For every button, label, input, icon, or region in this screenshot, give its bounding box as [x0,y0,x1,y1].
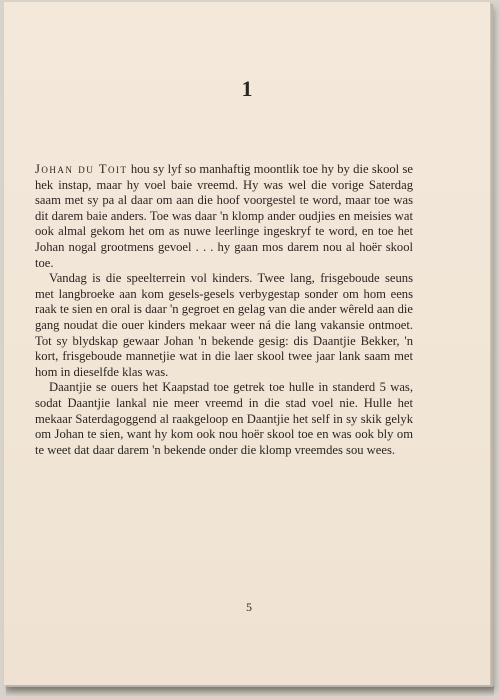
book-page [4,2,491,685]
page-number: 5 [246,600,252,614]
chapter-number: 1 [241,76,253,101]
paragraph-1-text: hou sy lyf so manhaftig moontlik toe hy by die skool se hek instap, maar hy voel baie vreemd. Hy was wel die vorige Saterdag saam met sy pa al daar om aan die hoof voorgestel te word, maar toe was dit darem baie anders. Toe was daar 'n klomp ander oudjies en meisies wat ook almal gekom het om as nuwe leerlinge ingeskryf te word, en toe het Johan nogal grootmens gevoel . . . hy gaan mos darem nou al hoër skool toe. [35,162,413,270]
page-shadow [6,686,494,696]
paragraph-lead-name: Johan du Toit [35,162,128,176]
body-text [35,162,413,458]
paragraph-1 [35,162,413,271]
paragraph-2: Vandag is die speelterrein vol kinders. Twee lang, frisgeboude seuns met langbroeke aan kom gesels-gesels verbygestap sonder om hom eens raak te sien en oral is daar 'n gegroet en gelag van die ander wêreld aan die gang noudat die ouer kinders mekaar weer ná die lang vakansie ontmoet. Tot sy blydskap gewaar Johan 'n bekende gesig: dis Daantjie Bekker, 'n kort, frisgeboude mannetjie wat in die laer skool twee jaar lank saam met hom in dieselfde klas was. [35,271,413,379]
paragraph-3: Daantjie se ouers het Kaapstad toe getrek toe hulle in standerd 5 was, sodat Daantjie lankal nie meer vreemd in die stad voel nie. Hulle het mekaar Saterdagoggend al raakgeloop en Daantjie het self in sy skik gelyk om Johan te sien, want hy kom ook nou hoër skool toe en was ook bly om te weet dat daar darem 'n bekende onder die klomp vreemdes sou wees. [35,380,413,457]
